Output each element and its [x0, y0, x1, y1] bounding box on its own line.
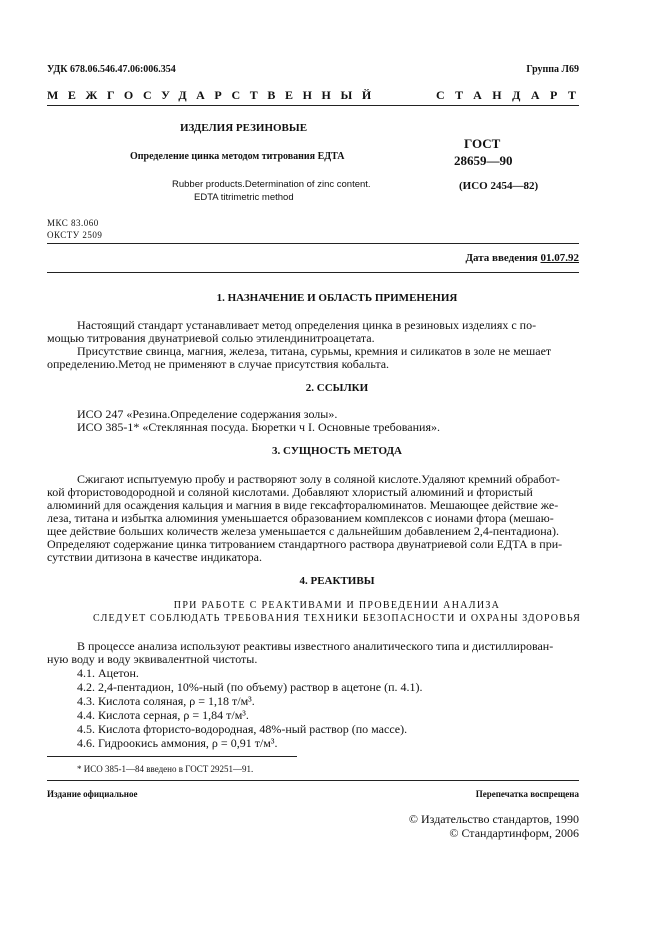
date-divider — [47, 272, 579, 273]
reagent-item-4-1: 4.1. Ацетон. — [77, 666, 139, 680]
banner-left: МЕЖГОСУДАРСТВЕННЫЙ — [47, 88, 381, 102]
top-divider — [47, 105, 579, 106]
s1-p1-line2: мощью титрования двунатриевой солью этилендинитроацетата. — [47, 331, 375, 345]
safety-warning-line1: ПРИ РАБОТЕ С РЕАКТИВАМИ И ПРОВЕДЕНИИ АНАЛИЗА — [173, 600, 501, 611]
section-2-heading: 2. ССЫЛКИ — [305, 382, 369, 394]
doc-title: ИЗДЕЛИЯ РЕЗИНОВЫЕ — [180, 122, 308, 134]
okstu-code: ОКСТУ 2509 — [47, 230, 103, 240]
gost-label: ГОСТ — [464, 136, 501, 151]
s3-line3: алюминий для осаждения кальция и магния в виде гексафторалюминатов. Мешающее действие же- — [47, 498, 559, 512]
s1-p1-line1: Настоящий стандарт устанавливает метод определения цинка в резиновых изделиях с по- — [77, 318, 537, 332]
footnote-divider — [47, 756, 297, 757]
doc-subtitle: Определение цинка методом титрования ЕДТА — [130, 151, 345, 162]
effective-date — [465, 252, 579, 264]
reagent-item-4-2: 4.2. 2,4-пентадион, 10%-ный (по объему) раствор в ацетоне (п. 4.1). — [77, 680, 423, 694]
banner-right: СТАНДАРТ — [436, 88, 587, 102]
s3-line5: щее действие больших количеств железа уменьшается с дальнейшим добавлением 2,4-пентадиона). — [47, 524, 559, 538]
s4-intro-line2: ную воду и воду эквивалентной чистоты. — [47, 652, 258, 666]
section-1-heading: 1. НАЗНАЧЕНИЕ И ОБЛАСТЬ ПРИМЕНЕНИЯ — [216, 292, 458, 304]
reference-iso-247: ИСО 247 «Резина.Определение содержания золы». — [77, 407, 338, 421]
mks-code: МКС 83.060 — [47, 218, 99, 228]
footer-divider — [47, 780, 579, 781]
s3-line6: Определяют содержание цинка титрованием стандартного раствора двунатриевой соли ЕДТА в при- — [47, 537, 563, 551]
iso-reference: (ИСО 2454—82) — [459, 180, 539, 192]
s3-line7: сутствии дитизона в качестве индикатора. — [47, 550, 263, 564]
copyright-publisher-1990: © Издательство стандартов, 1990 — [408, 812, 579, 826]
official-edition: Издание официальное — [47, 789, 138, 799]
english-title-line2: EDTA titrimetric method — [194, 192, 294, 203]
gost-number: 28659—90 — [454, 153, 513, 168]
s4-intro-line1: В процессе анализа используют реактивы известного аналитического типа и дистиллирован- — [77, 639, 554, 653]
group-code: Группа Л69 — [526, 64, 579, 75]
footnote: * ИСО 385-1—84 введено в ГОСТ 29251—91. — [77, 764, 254, 774]
s1-p2-line1: Присутствие свинца, магния, железа, титана, сурьмы, кремния и силикатов в золе не мешает — [77, 344, 552, 358]
copyright-standartinform-2006: © Стандартинформ, 2006 — [449, 826, 579, 840]
udk-code: УДК 678.06.546.47.06:006.354 — [47, 64, 176, 75]
reagent-item-4-5: 4.5. Кислота фтористо-водородная, 48%-ный раствор (по массе). — [77, 722, 408, 736]
section-3-heading: 3. СУЩНОСТЬ МЕТОДА — [272, 445, 402, 457]
date-label: Дата введения — [465, 252, 538, 264]
s3-line1: Сжигают испытуемую пробу и растворяют золу в соляной кислоте.Удаляют кремний обработ- — [77, 472, 560, 486]
reprint-prohibited: Перепечатка воспрещена — [475, 789, 579, 799]
s3-line4: леза, титана и избытка алюминия уменьшается образованием комплексов с ионами фтора (мешаю- — [47, 511, 554, 525]
reagent-item-4-3: 4.3. Кислота соляная, ρ = 1,18 т/м³. — [77, 694, 255, 708]
reagent-item-4-6: 4.6. Гидроокись аммония, ρ = 0,91 т/м³. — [77, 736, 278, 750]
s3-line2: кой фтористоводородной и соляной кислотами. Добавляют хлористый алюминий и фтористый — [47, 485, 533, 499]
title-divider — [47, 243, 579, 244]
section-4-heading: 4. РЕАКТИВЫ — [299, 575, 375, 587]
date-value: 01.07.92 — [540, 252, 579, 264]
safety-warning-line2: СЛЕДУЕТ СОБЛЮДАТЬ ТРЕБОВАНИЯ ТЕХНИКИ БЕЗОПАСНОСТИ И ОХРАНЫ ЗДОРОВЬЯ — [93, 613, 581, 624]
english-title-line1: Rubber products.Determination of zinc content. — [172, 179, 371, 190]
reagent-item-4-4: 4.4. Кислота серная, ρ = 1,84 т/м³. — [77, 708, 249, 722]
s1-p2-line2: определению.Метод не применяют в случае присутствия кобальта. — [47, 357, 390, 371]
reference-iso-385: ИСО 385-1* «Стеклянная посуда. Бюретки ч I. Основные требования». — [77, 420, 440, 434]
